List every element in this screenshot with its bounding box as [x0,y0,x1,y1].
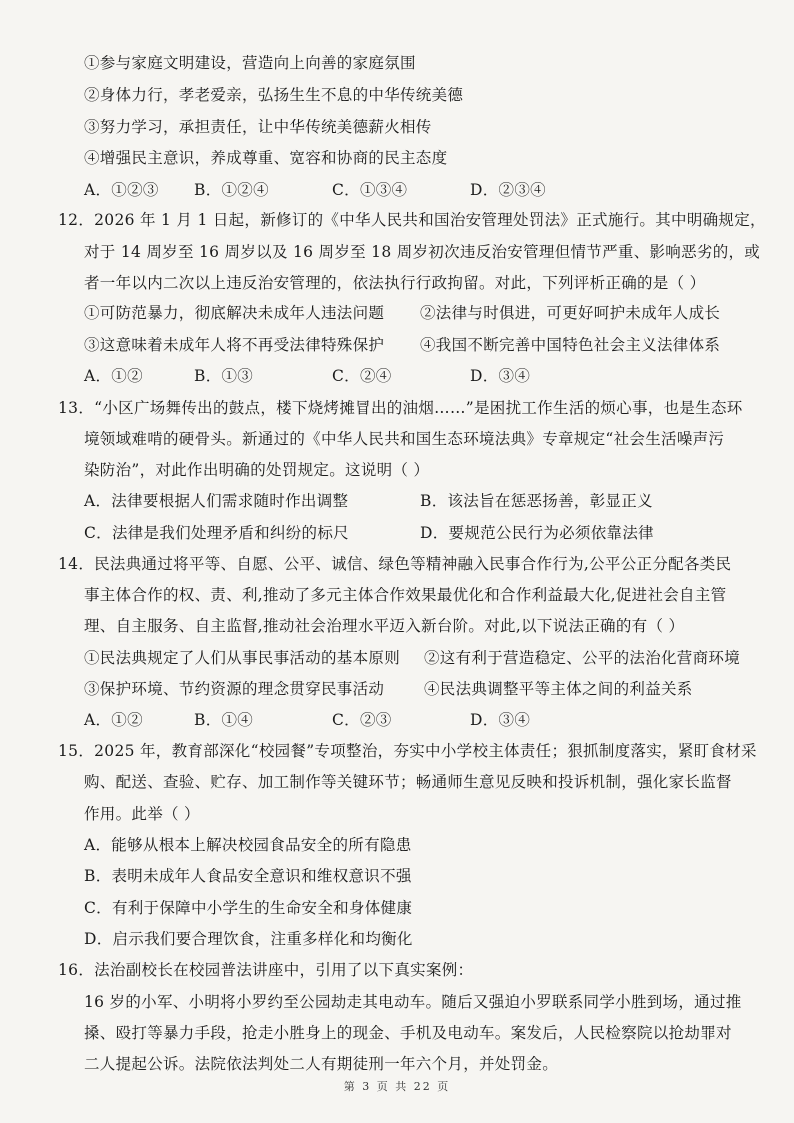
statement-3: ③这意味着未成年人将不再受法律特殊保护 [84,336,385,354]
q15-stem-line-3 [84,799,200,829]
line-text: 境领域难啃的硬骨头。新通过的《中华人民共和国生态环境法典》专章规定“社会生活噪声污 [84,430,725,448]
option-a[interactable]: A．法律要根据人们需求随时作出调整 [84,492,349,510]
line-text: ②身体力行，孝老爱亲，弘扬生生不息的中华传统美德 [84,86,464,104]
q11-statement-1 [84,48,416,78]
q15-option-b[interactable] [84,861,412,891]
statement-2: ②这有利于营造稳定、公平的法治化营商环境 [424,649,741,667]
option-a[interactable]: A．①② [84,367,143,385]
q16-case-line-3 [84,1049,558,1079]
line-text: 16．法治副校长在校园普法讲座中，引用了以下真实案例： [58,961,474,979]
q11-statement-4 [84,143,447,173]
line-text: D．启示我们要合理饮食，注重多样化和均衡化 [84,930,413,948]
option-d[interactable]: D．③④ [470,367,531,385]
line-text: 16 岁的小军、小明将小罗约至公园劫走其电动车。随后又强迫小罗联系同学小胜到场，通过推 [84,993,742,1011]
q12-stem-line-2 [84,237,760,267]
q12-stem-line-1 [58,205,766,235]
statement-4: ④我国不断完善中国特色社会主义法律体系 [420,336,721,354]
line-text: 者一年以内二次以上违反治安管理的，依法执行行政拘留。对此，下列评析正确的是（ ） [84,274,706,292]
q12-statements-row-1 [84,298,764,328]
q11-answer-options [84,175,684,205]
q16-stem-line-1 [58,955,473,985]
line-text: 对于 14 周岁至 16 周岁以及 16 周岁至 18 周岁初次违反治安管理但情节严重、影响恶劣的，或 [84,243,761,261]
option-c[interactable]: C．①③④ [332,181,408,199]
line-text: 理、自主服务、自主监督,推动社会治理水平迈入新台阶。对此,以下说法正确的有（ ） [84,617,685,635]
line-text: ①参与家庭文明建设，营造向上向善的家庭氛围 [84,54,416,72]
q15-option-d[interactable] [84,924,413,954]
q14-statements-row-2 [84,674,774,704]
q11-statement-2 [84,80,463,110]
q13-stem-line-2 [84,424,724,454]
q13-options-row-1 [84,486,764,516]
statement-4: ④民法典调整平等主体之间的利益关系 [424,680,693,698]
option-c[interactable]: C．②④ [332,367,392,385]
q16-case-line-2 [84,1018,732,1048]
line-text: B．表明未成年人食品安全意识和维权意识不强 [84,867,412,885]
q12-answer-options [84,361,684,391]
line-text: ③努力学习，承担责任，让中华传统美德薪火相传 [84,118,432,136]
line-text: 二人提起公诉。法院依法判处二人有期徒刑一年六个月，并处罚金。 [84,1055,559,1073]
option-a[interactable]: A．①②③ [84,181,159,199]
line-text: 事主体合作的权、责、利,推动了多元主体合作效果最优化和合作利益最大化,促进社会自主管 [84,586,727,604]
line-text: 购、配送、查验、贮存、加工制作等关键环节；畅通师生意见反映和投诉机制，强化家长监督 [84,773,732,791]
option-a[interactable]: A．①② [84,711,143,729]
q13-stem-line-1 [58,393,743,423]
page-footer: 第 3 页 共 22 页 [343,1080,451,1093]
q11-statement-3 [84,112,432,142]
line-text: ④增强民主意识，养成尊重、宽容和协商的民主态度 [84,149,448,167]
statement-3: ③保护环境、节约资源的理念贯穿民事活动 [84,680,385,698]
q15-option-a[interactable] [84,830,412,860]
option-d[interactable]: D．②③④ [470,181,546,199]
option-b[interactable]: B．①③ [194,367,254,385]
option-d[interactable]: D．③④ [470,711,531,729]
q15-stem-line-1 [58,736,757,766]
option-b[interactable]: B．①②④ [194,181,269,199]
q12-statements-row-2 [84,330,764,360]
q12-stem-line-3 [84,268,705,298]
q13-options-row-2 [84,518,764,548]
option-c[interactable]: C．②③ [332,711,392,729]
statement-1: ①可防范暴力，彻底解决未成年人违法问题 [84,304,385,322]
option-b[interactable]: B．①④ [194,711,254,729]
line-text: A．能够从根本上解决校园食品安全的所有隐患 [84,836,412,854]
line-text: 染防治”，对此作出明确的处罚规定。这说明（ ） [84,461,430,479]
line-text: C．有利于保障中小学生的生命安全和身体健康 [84,899,413,917]
q13-stem-line-3 [84,455,429,485]
option-c[interactable]: C．法律是我们处理矛盾和纠纷的标尺 [84,524,349,542]
line-text: 作用。此举（ ） [84,805,200,823]
q15-stem-line-2 [84,767,732,797]
option-b[interactable]: B．该法旨在惩恶扬善，彰显正义 [420,492,653,510]
q14-stem-line-2 [84,580,726,610]
line-text: 15．2025 年，教育部深化“校园餐”专项整治，夯实中小学校主体责任；狠抓制度落实，紧盯食材采 [58,742,757,760]
q15-option-c[interactable] [84,893,412,923]
line-text: 搡、殴打等暴力手段，抢走小胜身上的现金、手机及电动车。案发后，人民检察院以抢劫罪对 [84,1024,732,1042]
q16-case-line-1 [84,987,742,1017]
statement-2: ②法律与时俱进，可更好呵护未成年人成长 [420,304,721,322]
option-d[interactable]: D．要规范公民行为必须依靠法律 [420,524,654,542]
q14-statements-row-1 [84,643,774,673]
statement-1: ①民法典规定了人们从事民事活动的基本原则 [84,649,401,667]
line-text: 13．“小区广场舞传出的鼓点，楼下烧烤摊冒出的油烟……”是困扰工作生活的烦心事，也是生态环 [58,399,743,417]
q14-stem-line-1 [58,549,731,579]
q14-stem-line-3 [84,611,684,641]
line-text: 14．民法典通过将平等、自愿、公平、诚信、绿色等精神融入民事合作行为,公平公正分配各类民 [58,555,732,573]
q14-answer-options [84,705,684,735]
line-text: 12．2026 年 1 月 1 日起，新修订的《中华人民共和国治安管理处罚法》正式施行。其中明确规定， [58,211,766,229]
